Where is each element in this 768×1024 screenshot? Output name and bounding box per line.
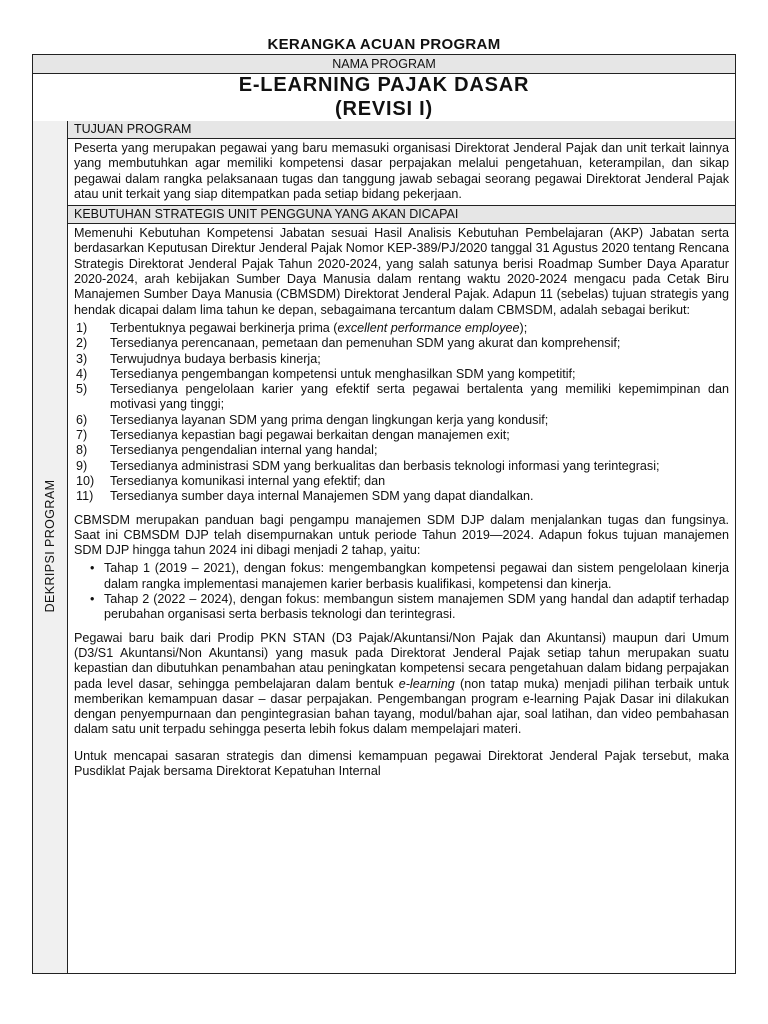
goal-item (74, 336, 729, 351)
goal-item (74, 474, 729, 489)
tahap-item (74, 592, 729, 623)
goal-text: Tersedianya layanan SDM yang prima dengan lingkungan kerja yang kondusif; (110, 412, 549, 427)
goal-text: Terbentuknya pegawai berkinerja prima (excellent performance employee); (110, 320, 528, 335)
goal-item (74, 428, 729, 443)
goal-number: 10) (76, 473, 95, 488)
tujuan-text: Peserta yang merupakan pegawai yang baru memasuki organisasi Direktorat Jenderal Pajak dan unit terkait lainnya yang membutuhkan agar memiliki kompetensi dasar perpajakan melalui pengetahuan, keterampilan, dan sikap pegawai dalam rangka pelaksanaan tugas dan tanggung jawab sebagai seorang pegawai Direktorat Jenderal Pajak atau unit terkait yang siap ditempatkan pada setiap bidang pekerjaan. (68, 139, 735, 206)
pegawai-text: Pegawai baru baik dari Prodip PKN STAN (D3 Pajak/Akuntansi/Non Pajak dan Akuntansi) maupun dari Umum (D3/S1 Akuntansi/Non Akuntansi) yang masuk pada Direktorat Jenderal Pajak setiap tahun merupakan suatu kepastian dan dibutuhkan penambahan atau peningkatan kompetensi secara pengetahuan dalam bidang perpajakan pada level dasar, sehingga pembelajaran dalam bentuk e-learning (non tatap muka) menjadi pilihan terbaik untuk memberikan kemampuan dasar – dasar perpajakan. Pengembangan program e-learning Pajak Dasar ini dilakukan dengan penyempurnaan dan pengintegrasian bahan tayang, modul/bahan ajar, soal latihan, dan video pembahasan dalam satu unit terpadu sehingga peserta lebih fokus dalam mempelajari materi. (74, 630, 729, 737)
side-label: DEKRIPSI PROGRAM (43, 479, 57, 613)
goal-item (74, 367, 729, 382)
program-description (68, 121, 735, 973)
goal-number: 4) (76, 366, 88, 381)
goal-number: 3) (76, 351, 88, 366)
goal-number: 8) (76, 443, 88, 458)
goal-number: 6) (76, 412, 88, 427)
pegawai-emphasis: e-learning (398, 676, 455, 691)
nama-program-label: NAMA PROGRAM (33, 55, 735, 74)
goal-text: Tersedianya pengembangan kompetensi untuk menghasilkan SDM yang kompetitif; (110, 366, 576, 381)
goal-text: Tersedianya pengendalian internal yang handal; (110, 443, 378, 458)
goal-text: Tersedianya kepastian bagi pegawai berkaitan dengan manajemen exit; (110, 428, 510, 443)
goal-text: Tersedianya administrasi SDM yang berkualitas dan berbasis teknologi informasi yang terintegrasi; (110, 458, 660, 473)
program-name-line1: E-LEARNING PAJAK DASAR (238, 74, 530, 96)
goal-number: 9) (76, 458, 88, 473)
kebutuhan-header: KEBUTUHAN STRATEGIS UNIT PENGGUNA YANG AKAN DICAPAI (68, 206, 735, 224)
goal-emphasis: excellent performance employee (337, 320, 520, 335)
goal-number: 2) (76, 336, 88, 351)
bullet-icon: • (90, 592, 95, 607)
goal-text: Tersedianya komunikasi internal yang efektif; dan (110, 473, 386, 488)
goal-item (74, 459, 729, 474)
goal-text: Tersedianya sumber daya internal Manajemen SDM yang dapat diandalkan. (110, 489, 534, 504)
goal-item (74, 352, 729, 367)
tahap-text: Tahap 2 (2022 – 2024), dengan fokus: membangun sistem manajemen SDM yang handal dan adaptif terhadap perubahan organisasi serta berbasis teknologi dan terintegrasi. (104, 592, 729, 622)
goal-item (74, 382, 729, 413)
goal-number: 5) (76, 382, 88, 397)
bullet-icon: • (90, 561, 95, 576)
closing-text: Untuk mencapai sasaran strategis dan dimensi kemampuan pegawai Direktorat Jenderal Pajak tersebut, maka Pusdiklat Pajak bersama Direktorat Kepatuhan Internal (74, 748, 729, 778)
goal-number: 11) (76, 489, 94, 504)
side-column (33, 121, 68, 973)
document-title: KERANGKA ACUAN PROGRAM (267, 36, 501, 53)
program-name (33, 73, 735, 122)
tahap-text: Tahap 1 (2019 – 2021), dengan fokus: mengembangkan kompetensi pegawai dan sistem pengelolaan kinerja dalam rangka implementasi manajemen karier berbasis kualifikasi, kompetensi dan kinerja. (104, 561, 729, 591)
program-name-line2: (REVISI I) (334, 98, 433, 120)
goal-text: Tersedianya pengelolaan karier yang efektif serta pegawai bertalenta yang memiliki kepemimpinan dan motivasi yang tinggi; (110, 382, 729, 412)
goal-item (74, 443, 729, 458)
goal-item (74, 321, 729, 336)
goal-item (74, 413, 729, 428)
strategic-goals-list (68, 321, 735, 505)
goal-text: Tersedianya perencanaan, pemetaan dan pemenuhan SDM yang akurat dan komprehensif; (110, 336, 621, 351)
goal-item (74, 489, 729, 504)
goal-number: 7) (76, 428, 88, 443)
tujuan-header: TUJUAN PROGRAM (68, 121, 735, 139)
program-table (32, 54, 736, 974)
goal-text: Terwujudnya budaya berbasis kinerja; (110, 351, 321, 366)
goal-number: 1) (76, 320, 88, 335)
tahap-item (74, 561, 729, 592)
tahap-list (68, 561, 735, 622)
kebutuhan-intro: Memenuhi Kebutuhan Kompetensi Jabatan sesuai Hasil Analisis Kebutuhan Pembelajaran (AKP) Jabatan serta berdasarkan Keputusan Direktur Jenderal Pajak Nomor KEP-389/PJ/2020 tanggal 31 Agustus 2020 tentang Rencana Strategis Direktorat Jenderal Pajak Tahun 2020-2024, yang salah satunya berisi Roadmap Sumber Daya Aparatur 2020-2024, arah kebijakan Sumber Daya Manusia dalam rentang waktu 2020-2024 mengacu pada Cetak Biru Manajemen Sumber Daya Manusia (CBMSDM) Direktorat Jenderal Pajak. Adapun 11 (sebelas) tujuan strategis yang hendak dicapai dalam lima tahun ke depan, sebagaimana tercantum dalam CBMSDM, adalah sebagai berikut: (74, 226, 729, 317)
cbmsdm-text: CBMSDM merupakan panduan bagi pengampu manajemen SDM DJP dalam menjalankan tugas dan fungsinya. Saat ini CBMSDM DJP telah disempurnakan untuk periode Tahun 2019—2024. Adapun fokus tujuan manajemen SDM DJP hingga tahun 2024 ini dibagi menjadi 2 tahap, yaitu: (74, 512, 729, 558)
